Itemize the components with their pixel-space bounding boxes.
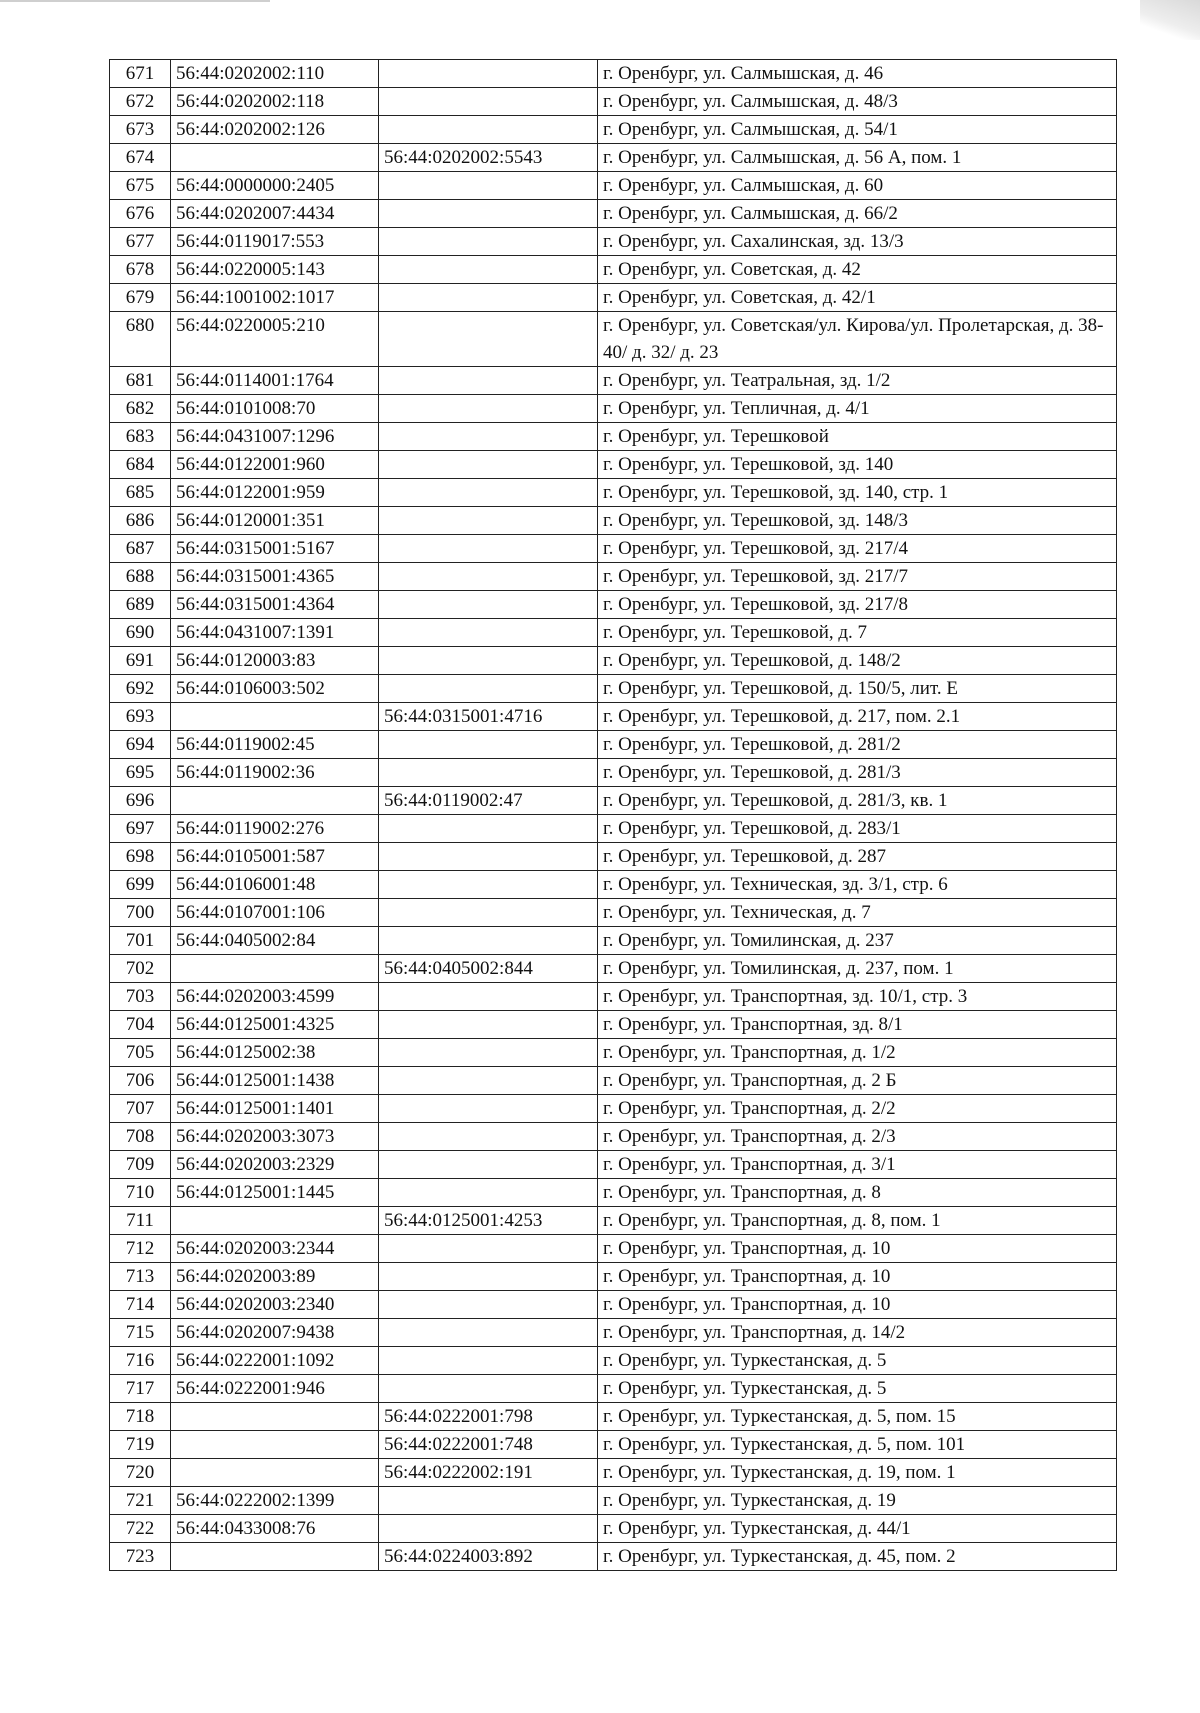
address-cell: г. Оренбург, ул. Салмышская, д. 66/2 [598, 200, 1117, 228]
cadastral-number-cell: 56:44:0431007:1391 [171, 619, 379, 647]
row-number-cell: 671 [110, 60, 171, 88]
cadastral-number-cell [171, 787, 379, 815]
scan-edge-line [0, 0, 270, 2]
address-cell: г. Оренбург, ул. Техническая, зд. 3/1, стр. 6 [598, 871, 1117, 899]
address-cell: г. Оренбург, ул. Транспортная, д. 2/3 [598, 1123, 1117, 1151]
table-row [110, 1319, 1117, 1347]
row-number-cell: 673 [110, 116, 171, 144]
premises-cadastral-number-cell [379, 1179, 598, 1207]
premises-cadastral-number-cell [379, 1067, 598, 1095]
cadastral-number-cell: 56:44:0107001:106 [171, 899, 379, 927]
cadastral-number-cell: 56:44:0220005:143 [171, 256, 379, 284]
cadastral-number-cell: 56:44:0119017:553 [171, 228, 379, 256]
address-cell: г. Оренбург, ул. Транспортная, д. 14/2 [598, 1319, 1117, 1347]
table-row [110, 927, 1117, 955]
table-row [110, 1151, 1117, 1179]
table-row [110, 759, 1117, 787]
cadastral-number-cell: 56:44:0119002:276 [171, 815, 379, 843]
address-cell: г. Оренбург, ул. Туркестанская, д. 5 [598, 1375, 1117, 1403]
table-row [110, 983, 1117, 1011]
table-row [110, 1431, 1117, 1459]
cadastral-number-cell [171, 1207, 379, 1235]
cadastral-number-cell: 56:44:0202003:3073 [171, 1123, 379, 1151]
table-row [110, 1459, 1117, 1487]
address-cell: г. Оренбург, ул. Советская, д. 42/1 [598, 284, 1117, 312]
address-cell: г. Оренбург, ул. Томилинская, д. 237 [598, 927, 1117, 955]
premises-cadastral-number-cell [379, 1515, 598, 1543]
row-number-cell: 710 [110, 1179, 171, 1207]
cadastral-number-cell [171, 1431, 379, 1459]
row-number-cell: 711 [110, 1207, 171, 1235]
address-cell: г. Оренбург, ул. Салмышская, д. 48/3 [598, 88, 1117, 116]
table-row [110, 1011, 1117, 1039]
row-number-cell: 716 [110, 1347, 171, 1375]
row-number-cell: 690 [110, 619, 171, 647]
table-row [110, 647, 1117, 675]
cadastral-number-cell [171, 1459, 379, 1487]
table-row [110, 1179, 1117, 1207]
scan-corner-shadow [1140, 0, 1200, 40]
cadastral-number-cell: 56:44:0122001:960 [171, 451, 379, 479]
premises-cadastral-number-cell [379, 116, 598, 144]
cadastral-number-cell: 56:44:0202003:4599 [171, 983, 379, 1011]
address-cell: г. Оренбург, ул. Транспортная, д. 3/1 [598, 1151, 1117, 1179]
premises-cadastral-number-cell [379, 563, 598, 591]
cadastral-number-cell: 56:44:0106001:48 [171, 871, 379, 899]
premises-cadastral-number-cell [379, 1319, 598, 1347]
row-number-cell: 682 [110, 395, 171, 423]
cadastral-number-cell: 56:44:0202003:89 [171, 1263, 379, 1291]
table-row [110, 312, 1117, 367]
row-number-cell: 704 [110, 1011, 171, 1039]
row-number-cell: 680 [110, 312, 171, 367]
address-cell: г. Оренбург, ул. Туркестанская, д. 44/1 [598, 1515, 1117, 1543]
address-cell: г. Оренбург, ул. Терешковой, зд. 140, стр. 1 [598, 479, 1117, 507]
cadastral-number-cell: 56:44:0202007:9438 [171, 1319, 379, 1347]
row-number-cell: 700 [110, 899, 171, 927]
premises-cadastral-number-cell [379, 284, 598, 312]
address-cell: г. Оренбург, ул. Салмышская, д. 54/1 [598, 116, 1117, 144]
row-number-cell: 678 [110, 256, 171, 284]
row-number-cell: 689 [110, 591, 171, 619]
table-row [110, 955, 1117, 983]
row-number-cell: 705 [110, 1039, 171, 1067]
address-cell: г. Оренбург, ул. Терешковой, зд. 140 [598, 451, 1117, 479]
cadastral-number-cell: 56:44:0202003:2329 [171, 1151, 379, 1179]
cadastral-number-cell: 56:44:1001002:1017 [171, 284, 379, 312]
cadastral-number-cell: 56:44:0119002:36 [171, 759, 379, 787]
table-row [110, 507, 1117, 535]
row-number-cell: 691 [110, 647, 171, 675]
premises-cadastral-number-cell [379, 423, 598, 451]
address-cell: г. Оренбург, ул. Туркестанская, д. 5, пом. 15 [598, 1403, 1117, 1431]
table-row [110, 815, 1117, 843]
table-row [110, 619, 1117, 647]
cadastral-number-cell: 56:44:0125002:38 [171, 1039, 379, 1067]
premises-cadastral-number-cell [379, 1291, 598, 1319]
row-number-cell: 685 [110, 479, 171, 507]
property-registry-table [109, 59, 1117, 1571]
row-number-cell: 709 [110, 1151, 171, 1179]
row-number-cell: 686 [110, 507, 171, 535]
address-cell: г. Оренбург, ул. Транспортная, д. 10 [598, 1263, 1117, 1291]
row-number-cell: 675 [110, 172, 171, 200]
address-cell: г. Оренбург, ул. Транспортная, д. 8 [598, 1179, 1117, 1207]
table-row [110, 563, 1117, 591]
row-number-cell: 706 [110, 1067, 171, 1095]
cadastral-number-cell: 56:44:0101008:70 [171, 395, 379, 423]
premises-cadastral-number-cell [379, 1487, 598, 1515]
address-cell: г. Оренбург, ул. Транспортная, д. 2/2 [598, 1095, 1117, 1123]
table-row [110, 843, 1117, 871]
premises-cadastral-number-cell [379, 228, 598, 256]
address-cell: г. Оренбург, ул. Театральная, зд. 1/2 [598, 367, 1117, 395]
row-number-cell: 697 [110, 815, 171, 843]
premises-cadastral-number-cell [379, 172, 598, 200]
cadastral-number-cell: 56:44:0431007:1296 [171, 423, 379, 451]
cadastral-number-cell: 56:44:0120003:83 [171, 647, 379, 675]
table-row [110, 144, 1117, 172]
cadastral-number-cell: 56:44:0125001:1401 [171, 1095, 379, 1123]
address-cell: г. Оренбург, ул. Салмышская, д. 56 А, пом. 1 [598, 144, 1117, 172]
address-cell: г. Оренбург, ул. Туркестанская, д. 5 [598, 1347, 1117, 1375]
premises-cadastral-number-cell [379, 1123, 598, 1151]
address-cell: г. Оренбург, ул. Терешковой, зд. 217/7 [598, 563, 1117, 591]
row-number-cell: 714 [110, 1291, 171, 1319]
premises-cadastral-number-cell [379, 200, 598, 228]
table-row [110, 284, 1117, 312]
cadastral-number-cell: 56:44:0125001:1438 [171, 1067, 379, 1095]
cadastral-number-cell: 56:44:0202007:4434 [171, 200, 379, 228]
row-number-cell: 717 [110, 1375, 171, 1403]
registry-table-body [110, 60, 1117, 1571]
cadastral-number-cell: 56:44:0114001:1764 [171, 367, 379, 395]
table-row [110, 731, 1117, 759]
row-number-cell: 708 [110, 1123, 171, 1151]
premises-cadastral-number-cell: 56:44:0222001:798 [379, 1403, 598, 1431]
address-cell: г. Оренбург, ул. Томилинская, д. 237, пом. 1 [598, 955, 1117, 983]
table-row [110, 1095, 1117, 1123]
row-number-cell: 721 [110, 1487, 171, 1515]
row-number-cell: 698 [110, 843, 171, 871]
table-row [110, 1375, 1117, 1403]
address-cell: г. Оренбург, ул. Салмышская, д. 46 [598, 60, 1117, 88]
address-cell: г. Оренбург, ул. Терешковой, д. 281/3, кв. 1 [598, 787, 1117, 815]
row-number-cell: 687 [110, 535, 171, 563]
cadastral-number-cell [171, 955, 379, 983]
row-number-cell: 693 [110, 703, 171, 731]
cadastral-number-cell: 56:44:0315001:4364 [171, 591, 379, 619]
row-number-cell: 703 [110, 983, 171, 1011]
row-number-cell: 688 [110, 563, 171, 591]
table-row [110, 1543, 1117, 1571]
cadastral-number-cell [171, 1543, 379, 1571]
address-cell: г. Оренбург, ул. Советская, д. 42 [598, 256, 1117, 284]
address-cell: г. Оренбург, ул. Терешковой, зд. 217/4 [598, 535, 1117, 563]
premises-cadastral-number-cell: 56:44:0125001:4253 [379, 1207, 598, 1235]
cadastral-number-cell: 56:44:0202003:2344 [171, 1235, 379, 1263]
premises-cadastral-number-cell [379, 451, 598, 479]
table-row [110, 1515, 1117, 1543]
table-row [110, 591, 1117, 619]
cadastral-number-cell: 56:44:0105001:587 [171, 843, 379, 871]
address-cell: г. Оренбург, ул. Советская/ул. Кирова/ул. Пролетарская, д. 38-40/ д. 32/ д. 23 [598, 312, 1117, 367]
premises-cadastral-number-cell [379, 843, 598, 871]
cadastral-number-cell: 56:44:0106003:502 [171, 675, 379, 703]
cadastral-number-cell: 56:44:0120001:351 [171, 507, 379, 535]
row-number-cell: 672 [110, 88, 171, 116]
cadastral-number-cell: 56:44:0202002:126 [171, 116, 379, 144]
address-cell: г. Оренбург, ул. Туркестанская, д. 19 [598, 1487, 1117, 1515]
row-number-cell: 683 [110, 423, 171, 451]
row-number-cell: 723 [110, 1543, 171, 1571]
premises-cadastral-number-cell: 56:44:0119002:47 [379, 787, 598, 815]
table-row [110, 1403, 1117, 1431]
table-row [110, 675, 1117, 703]
premises-cadastral-number-cell: 56:44:0222002:191 [379, 1459, 598, 1487]
premises-cadastral-number-cell: 56:44:0224003:892 [379, 1543, 598, 1571]
cadastral-number-cell: 56:44:0000000:2405 [171, 172, 379, 200]
row-number-cell: 718 [110, 1403, 171, 1431]
table-row [110, 395, 1117, 423]
cadastral-number-cell [171, 1403, 379, 1431]
address-cell: г. Оренбург, ул. Транспортная, д. 1/2 [598, 1039, 1117, 1067]
table-row [110, 228, 1117, 256]
table-row [110, 116, 1117, 144]
address-cell: г. Оренбург, ул. Терешковой, д. 148/2 [598, 647, 1117, 675]
cadastral-number-cell: 56:44:0222001:946 [171, 1375, 379, 1403]
row-number-cell: 699 [110, 871, 171, 899]
premises-cadastral-number-cell [379, 312, 598, 367]
table-row [110, 60, 1117, 88]
row-number-cell: 694 [110, 731, 171, 759]
cadastral-number-cell: 56:44:0125001:4325 [171, 1011, 379, 1039]
premises-cadastral-number-cell [379, 479, 598, 507]
premises-cadastral-number-cell [379, 983, 598, 1011]
table-row [110, 200, 1117, 228]
premises-cadastral-number-cell [379, 395, 598, 423]
premises-cadastral-number-cell [379, 1263, 598, 1291]
address-cell: г. Оренбург, ул. Транспортная, зд. 8/1 [598, 1011, 1117, 1039]
premises-cadastral-number-cell [379, 815, 598, 843]
table-row [110, 787, 1117, 815]
cadastral-number-cell: 56:44:0433008:76 [171, 1515, 379, 1543]
premises-cadastral-number-cell [379, 1039, 598, 1067]
address-cell: г. Оренбург, ул. Транспортная, д. 10 [598, 1235, 1117, 1263]
table-row [110, 1123, 1117, 1151]
row-number-cell: 684 [110, 451, 171, 479]
cadastral-number-cell: 56:44:0405002:84 [171, 927, 379, 955]
premises-cadastral-number-cell [379, 591, 598, 619]
table-row [110, 1347, 1117, 1375]
table-row [110, 1067, 1117, 1095]
premises-cadastral-number-cell [379, 899, 598, 927]
address-cell: г. Оренбург, ул. Терешковой, зд. 217/8 [598, 591, 1117, 619]
table-row [110, 899, 1117, 927]
row-number-cell: 674 [110, 144, 171, 172]
address-cell: г. Оренбург, ул. Транспортная, д. 10 [598, 1291, 1117, 1319]
row-number-cell: 677 [110, 228, 171, 256]
cadastral-number-cell: 56:44:0315001:5167 [171, 535, 379, 563]
table-row [110, 1235, 1117, 1263]
cadastral-number-cell: 56:44:0222002:1399 [171, 1487, 379, 1515]
address-cell: г. Оренбург, ул. Терешковой, д. 7 [598, 619, 1117, 647]
cadastral-number-cell [171, 144, 379, 172]
premises-cadastral-number-cell [379, 507, 598, 535]
cadastral-number-cell: 56:44:0315001:4365 [171, 563, 379, 591]
premises-cadastral-number-cell [379, 367, 598, 395]
premises-cadastral-number-cell [379, 927, 598, 955]
address-cell: г. Оренбург, ул. Салмышская, д. 60 [598, 172, 1117, 200]
address-cell: г. Оренбург, ул. Терешковой, зд. 148/3 [598, 507, 1117, 535]
row-number-cell: 715 [110, 1319, 171, 1347]
address-cell: г. Оренбург, ул. Тепличная, д. 4/1 [598, 395, 1117, 423]
table-row [110, 871, 1117, 899]
premises-cadastral-number-cell [379, 1375, 598, 1403]
row-number-cell: 696 [110, 787, 171, 815]
cadastral-number-cell: 56:44:0202002:118 [171, 88, 379, 116]
address-cell: г. Оренбург, ул. Транспортная, д. 8, пом. 1 [598, 1207, 1117, 1235]
table-row [110, 1291, 1117, 1319]
cadastral-number-cell: 56:44:0202002:110 [171, 60, 379, 88]
row-number-cell: 707 [110, 1095, 171, 1123]
table-row [110, 172, 1117, 200]
table-row [110, 88, 1117, 116]
cadastral-number-cell: 56:44:0222001:1092 [171, 1347, 379, 1375]
premises-cadastral-number-cell [379, 675, 598, 703]
address-cell: г. Оренбург, ул. Терешковой, д. 150/5, лит. Е [598, 675, 1117, 703]
cadastral-number-cell: 56:44:0125001:1445 [171, 1179, 379, 1207]
address-cell: г. Оренбург, ул. Терешковой, д. 217, пом. 2.1 [598, 703, 1117, 731]
premises-cadastral-number-cell [379, 619, 598, 647]
row-number-cell: 701 [110, 927, 171, 955]
table-row [110, 1207, 1117, 1235]
table-row [110, 535, 1117, 563]
table-row [110, 423, 1117, 451]
address-cell: г. Оренбург, ул. Туркестанская, д. 19, пом. 1 [598, 1459, 1117, 1487]
premises-cadastral-number-cell [379, 1011, 598, 1039]
premises-cadastral-number-cell [379, 1347, 598, 1375]
cadastral-number-cell [171, 703, 379, 731]
table-row [110, 703, 1117, 731]
row-number-cell: 702 [110, 955, 171, 983]
cadastral-number-cell: 56:44:0220005:210 [171, 312, 379, 367]
table-row [110, 1487, 1117, 1515]
table-row [110, 1039, 1117, 1067]
premises-cadastral-number-cell: 56:44:0222001:748 [379, 1431, 598, 1459]
row-number-cell: 679 [110, 284, 171, 312]
cadastral-number-cell: 56:44:0122001:959 [171, 479, 379, 507]
table-row [110, 367, 1117, 395]
cadastral-number-cell: 56:44:0119002:45 [171, 731, 379, 759]
address-cell: г. Оренбург, ул. Терешковой, д. 287 [598, 843, 1117, 871]
premises-cadastral-number-cell: 56:44:0315001:4716 [379, 703, 598, 731]
address-cell: г. Оренбург, ул. Терешковой, д. 281/3 [598, 759, 1117, 787]
address-cell: г. Оренбург, ул. Терешковой, д. 283/1 [598, 815, 1117, 843]
premises-cadastral-number-cell [379, 1235, 598, 1263]
address-cell: г. Оренбург, ул. Транспортная, зд. 10/1, стр. 3 [598, 983, 1117, 1011]
table-row [110, 1263, 1117, 1291]
premises-cadastral-number-cell [379, 60, 598, 88]
address-cell: г. Оренбург, ул. Туркестанская, д. 5, пом. 101 [598, 1431, 1117, 1459]
premises-cadastral-number-cell: 56:44:0405002:844 [379, 955, 598, 983]
row-number-cell: 676 [110, 200, 171, 228]
address-cell: г. Оренбург, ул. Терешковой [598, 423, 1117, 451]
table-row [110, 479, 1117, 507]
premises-cadastral-number-cell [379, 535, 598, 563]
row-number-cell: 692 [110, 675, 171, 703]
address-cell: г. Оренбург, ул. Сахалинская, зд. 13/3 [598, 228, 1117, 256]
premises-cadastral-number-cell [379, 88, 598, 116]
address-cell: г. Оренбург, ул. Транспортная, д. 2 Б [598, 1067, 1117, 1095]
premises-cadastral-number-cell [379, 1151, 598, 1179]
table-row [110, 256, 1117, 284]
address-cell: г. Оренбург, ул. Терешковой, д. 281/2 [598, 731, 1117, 759]
row-number-cell: 719 [110, 1431, 171, 1459]
premises-cadastral-number-cell [379, 256, 598, 284]
address-cell: г. Оренбург, ул. Техническая, д. 7 [598, 899, 1117, 927]
premises-cadastral-number-cell: 56:44:0202002:5543 [379, 144, 598, 172]
row-number-cell: 681 [110, 367, 171, 395]
premises-cadastral-number-cell [379, 871, 598, 899]
row-number-cell: 722 [110, 1515, 171, 1543]
premises-cadastral-number-cell [379, 759, 598, 787]
cadastral-number-cell: 56:44:0202003:2340 [171, 1291, 379, 1319]
premises-cadastral-number-cell [379, 731, 598, 759]
table-row [110, 451, 1117, 479]
row-number-cell: 713 [110, 1263, 171, 1291]
row-number-cell: 720 [110, 1459, 171, 1487]
premises-cadastral-number-cell [379, 1095, 598, 1123]
row-number-cell: 712 [110, 1235, 171, 1263]
premises-cadastral-number-cell [379, 647, 598, 675]
row-number-cell: 695 [110, 759, 171, 787]
address-cell: г. Оренбург, ул. Туркестанская, д. 45, пом. 2 [598, 1543, 1117, 1571]
